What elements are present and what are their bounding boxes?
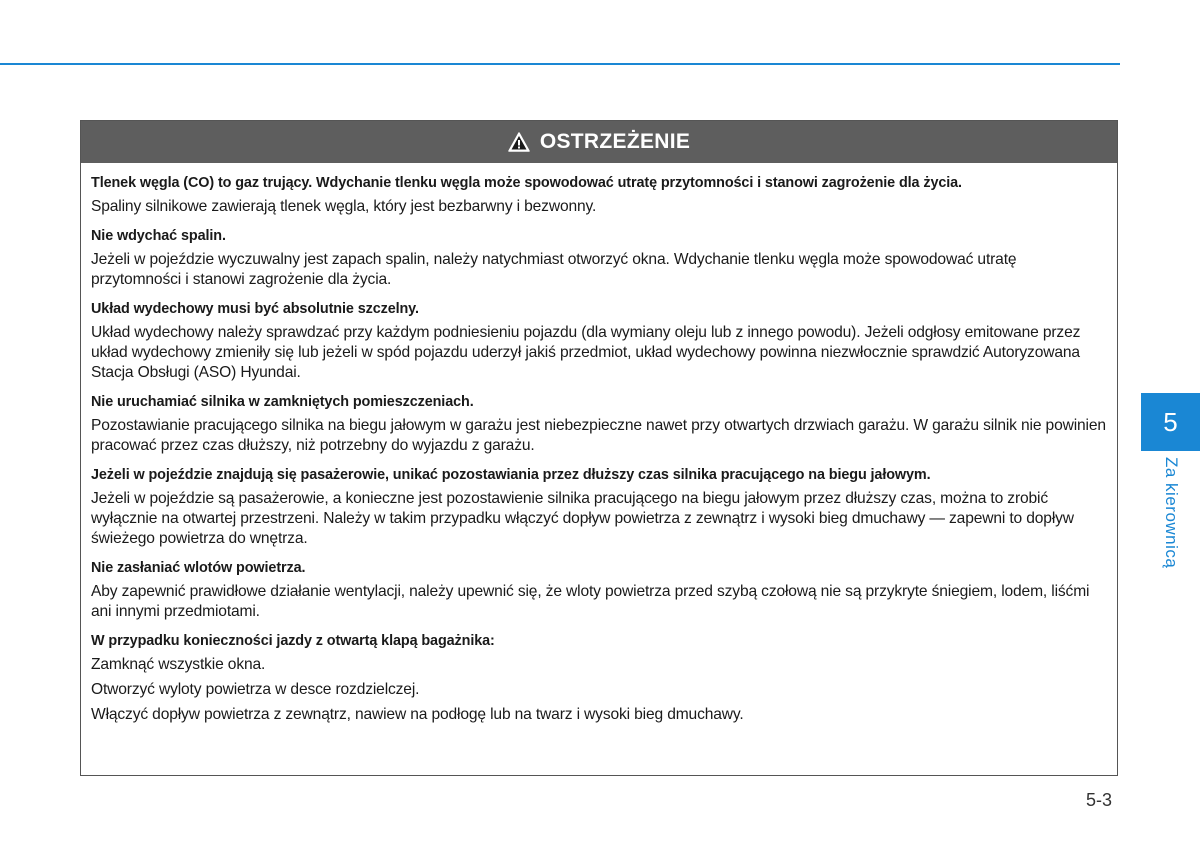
section-heading: Jeżeli w pojeździe znajdują się pasażerowie, unikać pozostawiania przez dłuższy czas silnika pracującego na biegu jałowym. xyxy=(91,467,931,483)
section-paragraph: Pozostawianie pracującego silnika na biegu jałowym w garażu jest niebezpieczne nawet przy otwartych drzwiach garażu. W garażu silnik nie powinien pracować przez czas dłuższy, niż potrzebny do wyjazdu z garażu. xyxy=(91,417,1106,454)
chapter-number: 5 xyxy=(1163,406,1178,437)
section-exhaust-sealed xyxy=(91,300,1107,383)
section-paragraph: Układ wydechowy należy sprawdzać przy każdym podniesieniu pojazdu (dla wymiany oleju lub z innego powodu). Jeżeli odgłosy emitowane przez układ wydechowy zmieniły się lub jeżeli w spód pojazdu uderzył jakiś przedmiot, układ wydechowy powinna niezwłocznie sprawdzić Autoryzowana Stacja Obsługi (ASO) Hyundai. xyxy=(91,324,1081,381)
warning-triangle-icon xyxy=(508,132,530,152)
section-heading: Nie uruchamiać silnika w zamkniętych pomieszczeniach. xyxy=(91,394,474,410)
section-paragraph: Otworzyć wyloty powietrza w desce rozdzielczej. xyxy=(91,681,420,698)
section-co-gas xyxy=(91,174,1107,217)
section-paragraph: Włączyć dopływ powietrza z zewnątrz, nawiew na podłogę lub na twarz i wysoki bieg dmuchawy. xyxy=(91,706,744,723)
section-paragraph: Spaliny silnikowe zawierają tlenek węgla, który jest bezbarwny i bezwonny. xyxy=(91,198,597,215)
warning-title: OSTRZEŻENIE xyxy=(539,130,691,153)
section-paragraph: Jeżeli w pojeździe są pasażerowie, a konieczne jest pozostawienie silnika pracującego na biegu jałowym przez dłuższy czas, można to zrobić wyłącznie na otwartej przestrzeni. Należy w takim przypadku włączyć dopływ powietrza z zewnątrz i wysoki bieg dmuchawy — zapewni to dopływ świeżego powietrza do wnętrza. xyxy=(91,490,1074,547)
section-heading: Nie wdychać spalin. xyxy=(91,228,226,244)
section-heading: Układ wydechowy musi być absolutnie szczelny. xyxy=(91,301,419,317)
section-no-inhale xyxy=(91,227,1107,290)
chapter-title: Za kierownicą xyxy=(1162,457,1181,569)
section-heading: Nie zasłaniać wlotów powietrza. xyxy=(91,560,306,576)
section-passengers xyxy=(91,466,1107,549)
warning-box xyxy=(80,120,1118,776)
section-paragraph: Aby zapewnić prawidłowe działanie wentylacji, należy upewnić się, że wloty powietrza przed szybą czołową nie są przykryte śniegiem, lodem, liśćmi ani innymi przedmiotami. xyxy=(91,583,1090,620)
section-paragraph: Jeżeli w pojeździe wyczuwalny jest zapach spalin, należy natychmiast otworzyć okna. Wdychanie tlenku węgla może spowodować utratę przytomności i stanowi zagrożenie dla życia. xyxy=(91,251,1017,288)
warning-header xyxy=(81,121,1117,163)
chapter-number-tab xyxy=(1141,393,1200,451)
section-open-trunk xyxy=(91,632,1107,725)
section-heading: W przypadku konieczności jazdy z otwartą klapą bagażnika: xyxy=(91,633,495,649)
section-paragraph: Zamknąć wszystkie okna. xyxy=(91,656,266,673)
section-heading: Tlenek węgla (CO) to gaz trujący. Wdychanie tlenku węgla może spowodować utratę przytomności i stanowi zagrożenie dla życia. xyxy=(91,175,962,191)
section-no-enclosed xyxy=(91,393,1107,456)
warning-content xyxy=(81,163,1117,725)
page-number: 5-3 xyxy=(1086,790,1113,810)
top-accent-rule xyxy=(0,63,1120,65)
section-air-inlets xyxy=(91,559,1107,622)
